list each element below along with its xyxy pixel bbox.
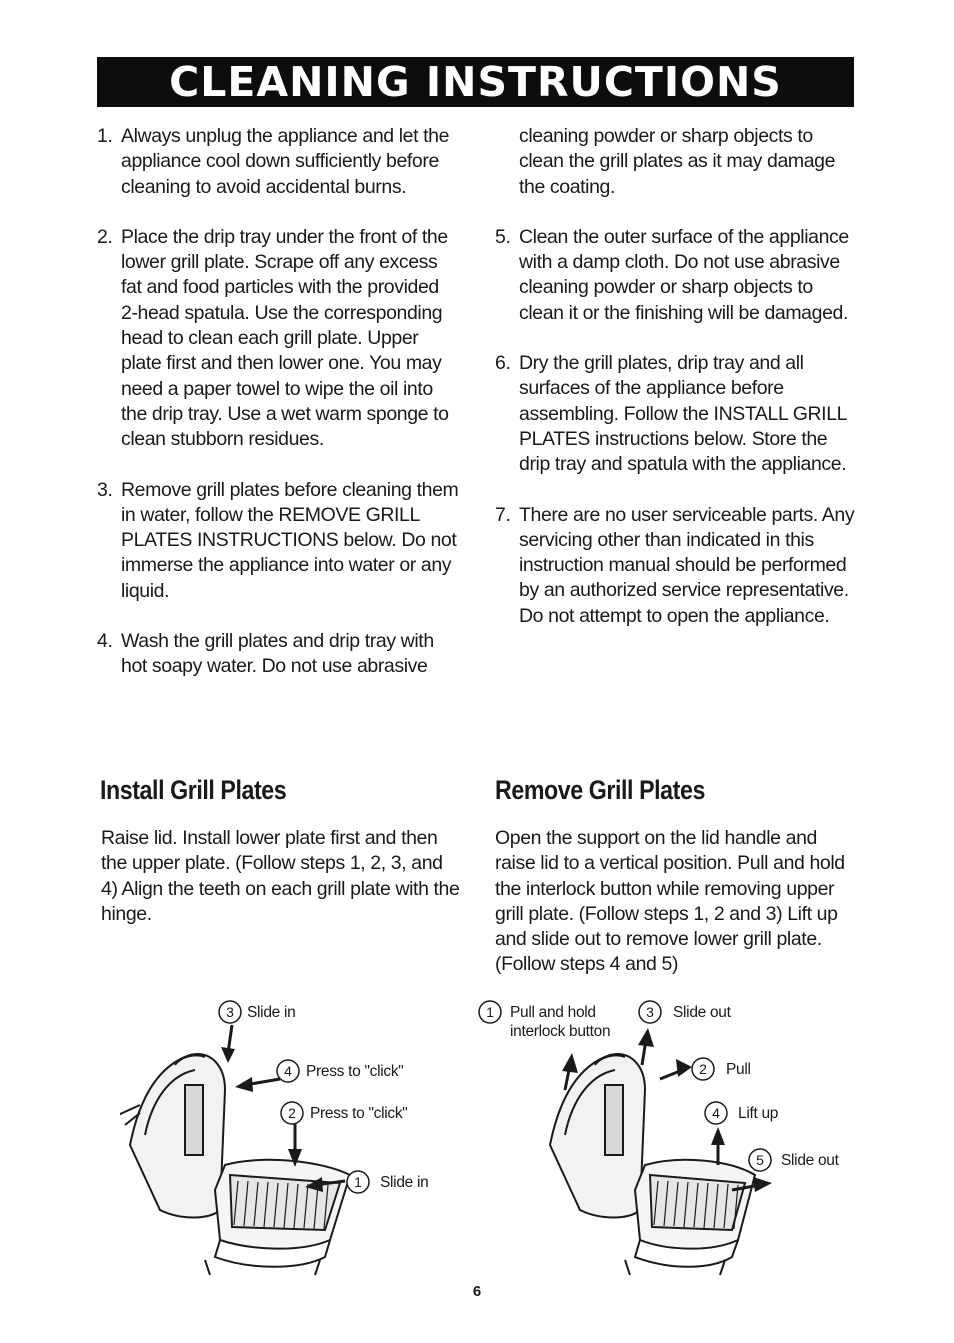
remove-step-3-callout	[639, 1001, 732, 1023]
steps-left-column	[97, 124, 459, 705]
callout-number: 5	[756, 1152, 764, 1168]
callout-number: 1	[486, 1004, 494, 1020]
remove-grill-diagram	[470, 995, 860, 1280]
callout-number: 1	[354, 1174, 362, 1190]
step-text: Place the drip tray under the front of the lower grill plate. Scrape off any excess fat and food particles with the provided 2-head spatula. Use the corresponding head to clean each grill plate. Upper plate first and then lower one. You may need a paper towel to wipe the oil into the drip tray. Use a wet warm sponge to clean stubborn residues.	[121, 225, 449, 451]
step-item	[97, 629, 459, 680]
step-number: 7.	[495, 503, 511, 526]
install-step-1-callout	[347, 1171, 428, 1193]
install-step-3-callout	[219, 1001, 295, 1023]
step-text: Always unplug the appliance and let the appliance cool down sufficiently before cleaning to avoid accidental burns.	[121, 125, 450, 198]
remove-step-5-callout	[749, 1149, 840, 1171]
callout-label: Pull	[726, 1061, 751, 1078]
install-instructions: Raise lid. Install lower plate first and then the upper plate. (Follow steps 1, 2, 3, and 4) Align the teeth on each grill plate with the hinge.	[101, 827, 460, 925]
grill-illustration	[550, 1054, 755, 1275]
steps-right-column	[495, 124, 860, 654]
step-item	[495, 503, 860, 629]
step-number: 5.	[495, 225, 511, 248]
callout-number: 4	[712, 1105, 720, 1121]
step-number: 2.	[97, 225, 113, 248]
remove-step-2-callout	[692, 1058, 751, 1080]
callout-label: Press to "click"	[306, 1063, 404, 1080]
step-item	[97, 124, 459, 200]
step-number: 4.	[97, 630, 113, 653]
install-step-4-callout	[277, 1060, 404, 1082]
page-number: 6	[472, 1283, 482, 1300]
page-title: CLEANING INSTRUCTIONS	[97, 57, 854, 107]
callout-number: 2	[699, 1061, 707, 1077]
step-item	[97, 478, 459, 604]
callout-label: Pull and hold	[510, 1004, 596, 1021]
step-number: 1.	[97, 125, 113, 147]
step-item	[495, 351, 860, 477]
callout-label: Lift up	[738, 1105, 779, 1122]
callout-label: Slide in	[380, 1174, 429, 1191]
callout-label: Slide in	[247, 1004, 296, 1021]
step-item	[495, 225, 860, 326]
step-text: There are no user serviceable parts. Any servicing other than indicated in this instruction manual should be performed by an authorized service representative. Do not attempt to open the appliance.	[519, 503, 855, 627]
callout-number: 4	[284, 1063, 292, 1079]
grill-illustration	[120, 1054, 350, 1275]
step-text: Clean the outer surface of the appliance with a damp cloth. Do not use abrasive cleaning powder or sharp objects to clean it or the finishing will be damaged.	[519, 225, 849, 324]
step-text: Remove grill plates before cleaning them in water, follow the REMOVE GRILL PLATES INSTRUCTIONS below. Do not immerse the appliance into water or any liquid.	[121, 478, 459, 602]
step-item	[97, 225, 459, 453]
callout-label: Slide out	[673, 1004, 731, 1021]
callout-label: Slide out	[781, 1152, 839, 1169]
callout-number: 3	[226, 1004, 234, 1020]
step-number: 3.	[97, 478, 113, 501]
callout-number: 3	[646, 1004, 654, 1020]
remove-instructions: Open the support on the lid handle and raise lid to a vertical position. Pull and hold the interlock button while removing upper grill plate. (Follow steps 1, 2 and 3) Lift up and slide out to remove lower grill plate. (Follow steps 4 and 5)	[495, 827, 845, 976]
install-grill-plates-heading: Install Grill Plates	[100, 775, 287, 805]
callout-number: 2	[288, 1105, 296, 1121]
remove-grill-plates-heading: Remove Grill Plates	[495, 775, 705, 805]
step-text: Wash the grill plates and drip tray with hot soapy water. Do not use abrasive	[121, 630, 434, 678]
step-text: Dry the grill plates, drip tray and all surfaces of the appliance before assembling. Follow the INSTALL GRILL PLATES instructions below. Store the drip tray and spatula with the appliance.	[519, 352, 847, 476]
step-4-continuation: cleaning powder or sharp objects to clean the grill plates as it may damage the coating.	[519, 125, 836, 198]
remove-step-1-callout	[479, 1001, 610, 1040]
callout-label: Press to "click"	[310, 1105, 408, 1122]
install-grill-diagram	[120, 995, 460, 1280]
remove-step-4-callout	[705, 1102, 778, 1124]
callout-label-line2: interlock button	[510, 1023, 611, 1040]
step-number: 6.	[495, 352, 511, 375]
install-step-2-callout	[281, 1102, 408, 1124]
